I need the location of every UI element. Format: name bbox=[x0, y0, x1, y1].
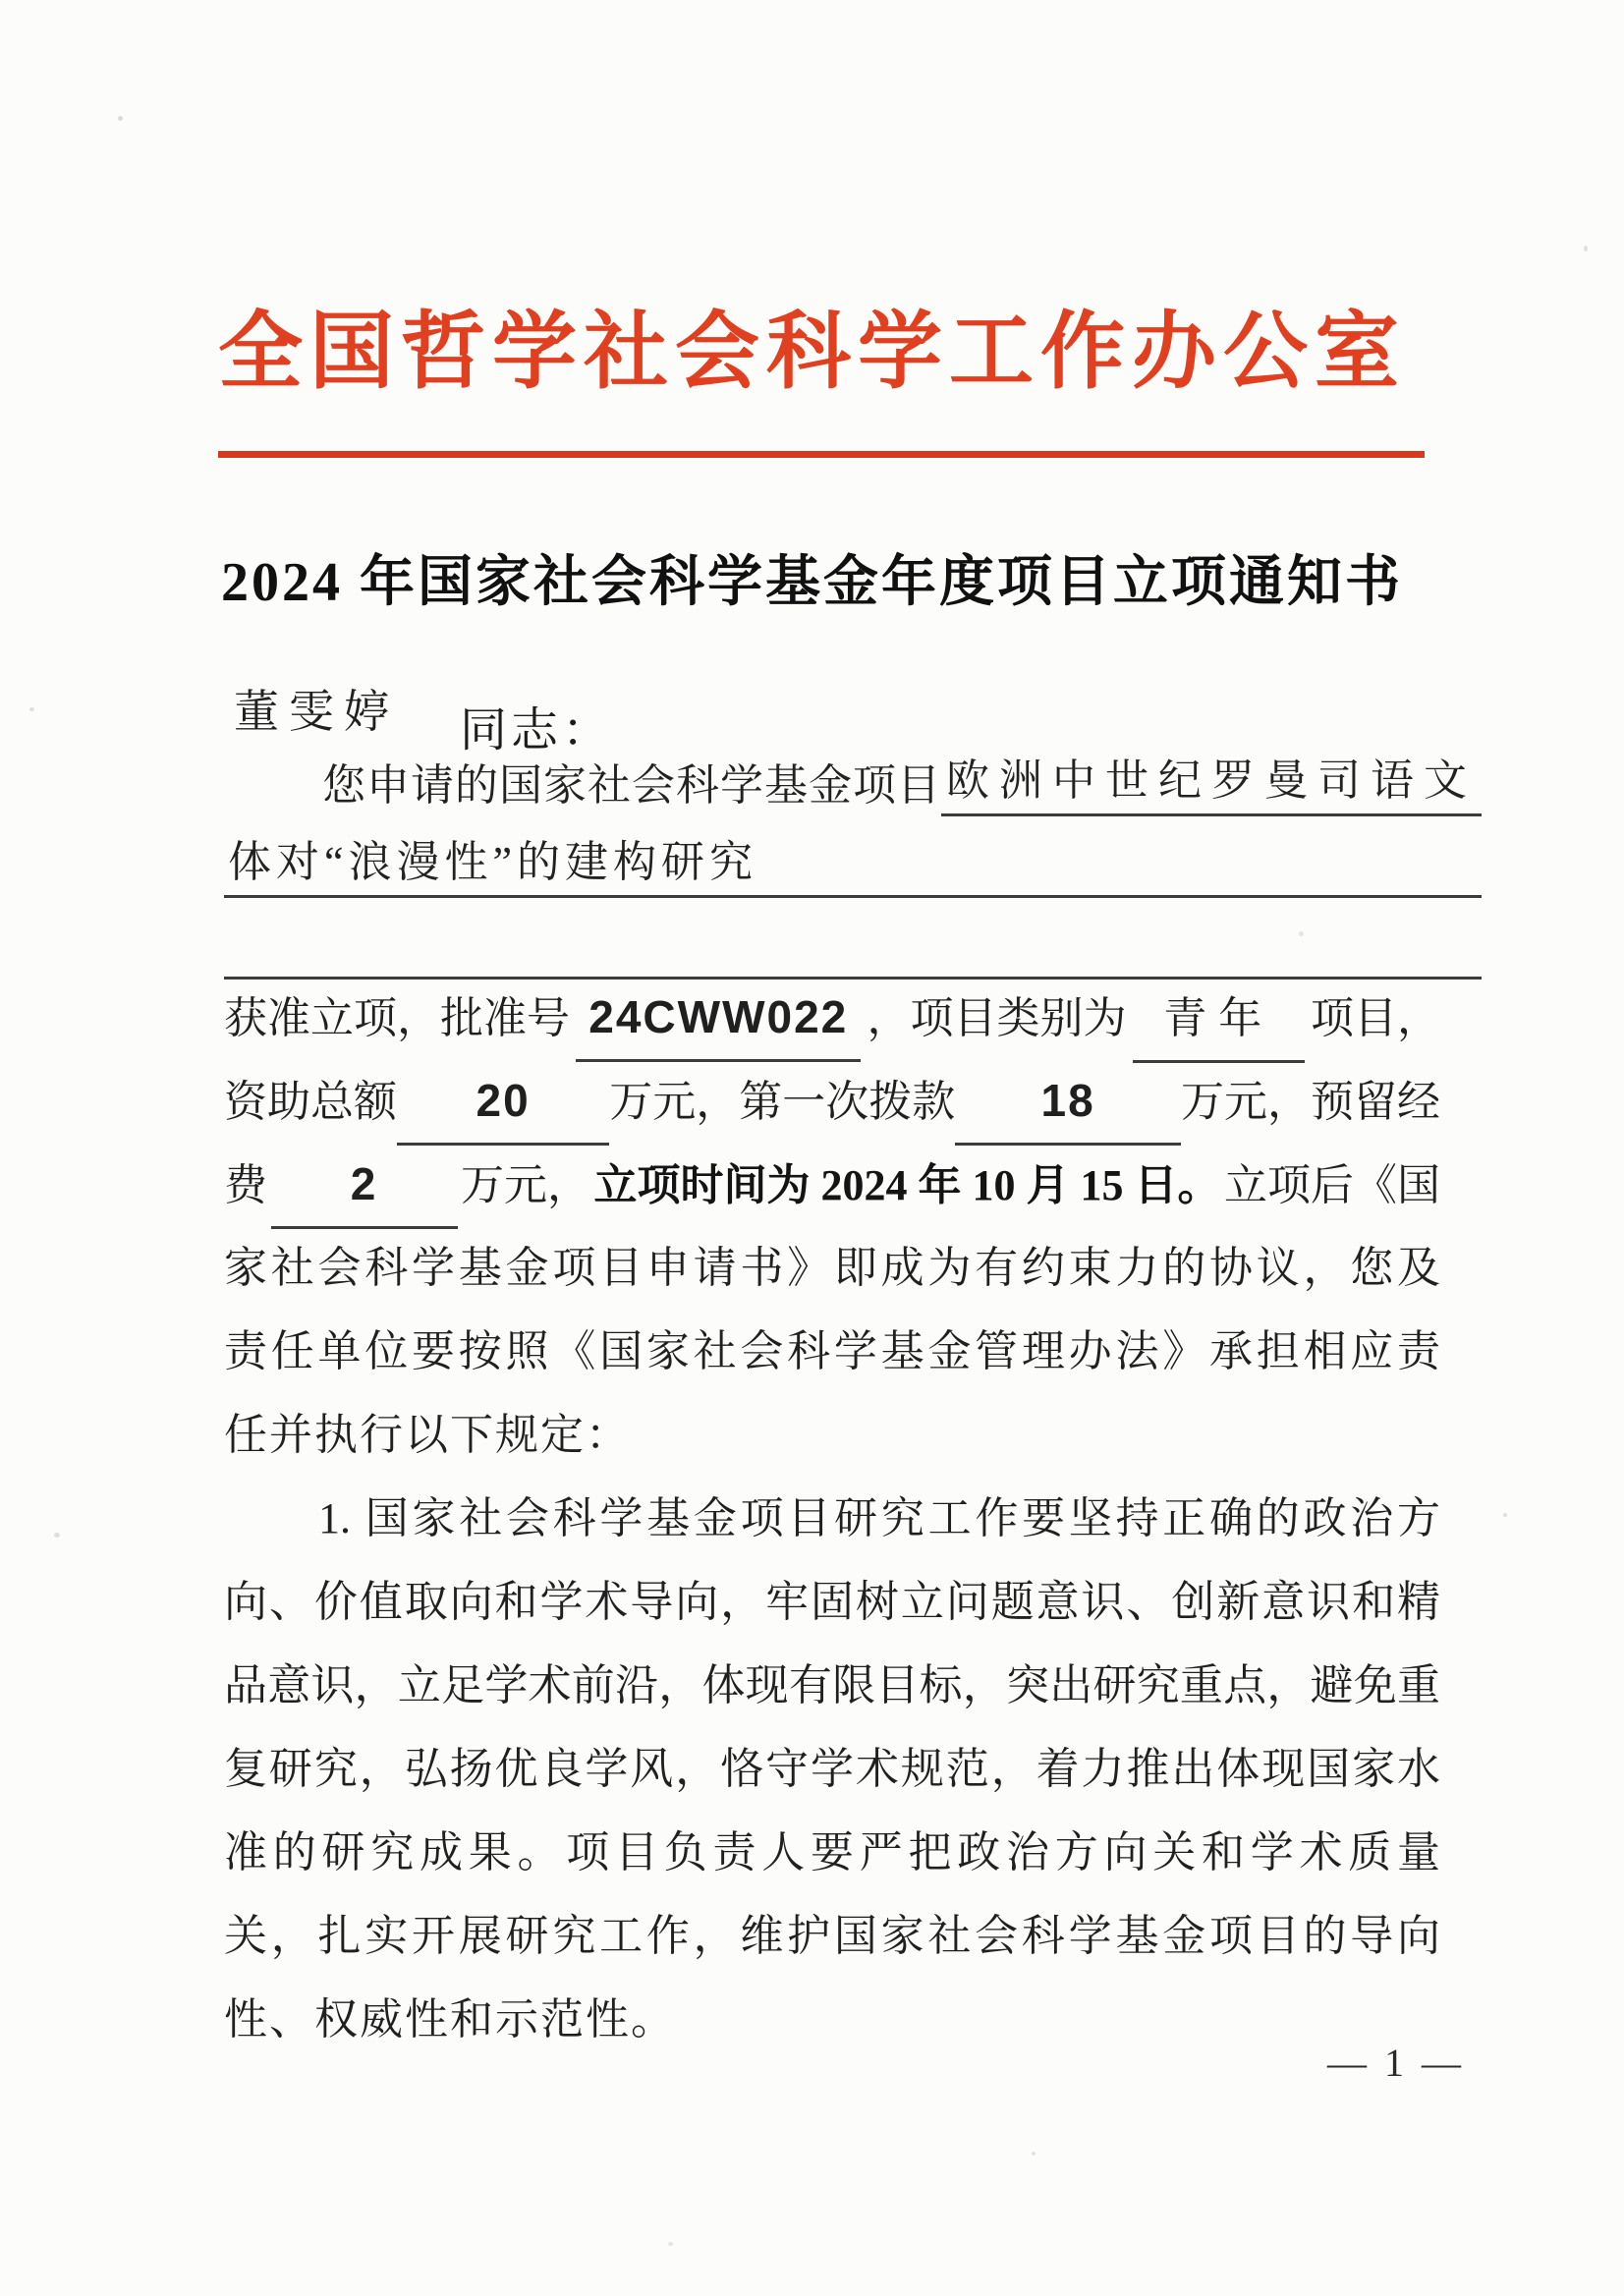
intro-line-1 bbox=[224, 735, 1482, 816]
scan-speck bbox=[118, 116, 123, 121]
grant-number-fill: 24CWW022 bbox=[576, 976, 861, 1062]
clause1-line-6: 关，扎实开展研究工作，维护国家社会科学基金项目的导向 bbox=[224, 1912, 1440, 1960]
scan-speck bbox=[1032, 2152, 1036, 2156]
scan-speck bbox=[1584, 246, 1588, 252]
letterhead-org-name: 全国哲学社会科学工作办公室 bbox=[218, 305, 1406, 399]
approval-line-1 bbox=[224, 976, 1440, 1059]
first-payment-fill: 18 bbox=[955, 1059, 1181, 1146]
reserved-amount-fill: 2 bbox=[271, 1143, 458, 1229]
approval-line1-pre: 获准立项，批准号 bbox=[224, 994, 570, 1042]
project-title-fill-line1: 欧洲中世纪罗曼司语文 bbox=[941, 745, 1482, 816]
approval-line3-mid: 万元， bbox=[461, 1161, 590, 1209]
total-amount-fill: 20 bbox=[397, 1059, 609, 1146]
clause1-line-3: 品意识，立足学术前沿，体现有限目标，突出研究重点，避免重 bbox=[224, 1661, 1440, 1709]
approval-line2-post: 万元，预留经 bbox=[1181, 1078, 1440, 1126]
approval-line2-pre: 资助总额 bbox=[224, 1078, 397, 1126]
scan-speck bbox=[54, 1533, 60, 1538]
page-number: — 1 — bbox=[1327, 2041, 1465, 2085]
document-title: 2024 年国家社会科学基金年度项目立项通知书 bbox=[221, 552, 1403, 613]
clause1-line-2: 向、价值取向和学术导向，牢固树立问题意识、创新意识和精 bbox=[224, 1578, 1440, 1626]
approval-line-3 bbox=[224, 1143, 1440, 1226]
scan-speck bbox=[1299, 931, 1304, 936]
salutation-honorific: 同志： bbox=[460, 704, 614, 756]
intro-line-2 bbox=[224, 816, 1482, 898]
project-category-fill: 青年 bbox=[1133, 977, 1305, 1063]
clause1-line-4: 复研究，弘扬优良学风，恪守学术规范，着力推出体现国家水 bbox=[224, 1745, 1440, 1793]
clause1-line-7: 性、权威性和示范性。 bbox=[224, 1995, 676, 2044]
scan-speck bbox=[29, 707, 34, 711]
letterhead-rule bbox=[218, 451, 1425, 458]
recipient-name: 董雯婷 bbox=[234, 687, 399, 737]
approval-line-5: 责任单位要按照《国家社会科学基金管理办法》承担相应责 bbox=[224, 1327, 1440, 1375]
approval-date-bold: 立项时间为 2024 年 10 月 15 日。 bbox=[593, 1161, 1221, 1209]
approval-line-4: 家社会科学基金项目申请书》即成为有约束力的协议，您及 bbox=[224, 1244, 1440, 1292]
scan-speck bbox=[668, 2242, 673, 2246]
approval-line2-mid: 万元，第一次拨款 bbox=[609, 1078, 956, 1126]
approval-line1-post: 项目， bbox=[1311, 994, 1440, 1042]
approval-line-2 bbox=[224, 1059, 1440, 1143]
intro-paragraph bbox=[224, 735, 1482, 980]
approval-line1-mid: ，项目类别为 bbox=[867, 994, 1127, 1042]
clause1-line-5: 准的研究成果。项目负责人要严把政治方向关和学术质量 bbox=[224, 1828, 1440, 1876]
project-title-fill-line2: 体对“浪漫性”的建构研究 bbox=[224, 826, 1482, 898]
clause1-line-1: 1. 国家社会科学基金项目研究工作要坚持正确的政治方 bbox=[318, 1494, 1440, 1542]
intro-line-3 bbox=[224, 898, 1482, 980]
intro-lead-text: 您申请的国家社会科学基金项目 bbox=[322, 761, 941, 810]
approval-line-6: 任并执行以下规定： bbox=[224, 1411, 631, 1459]
body-text bbox=[224, 976, 1440, 2061]
approval-line3-post: 立项后《国 bbox=[1224, 1161, 1440, 1209]
scan-speck bbox=[1503, 1513, 1507, 1517]
approval-line3-pre: 费 bbox=[224, 1161, 267, 1209]
